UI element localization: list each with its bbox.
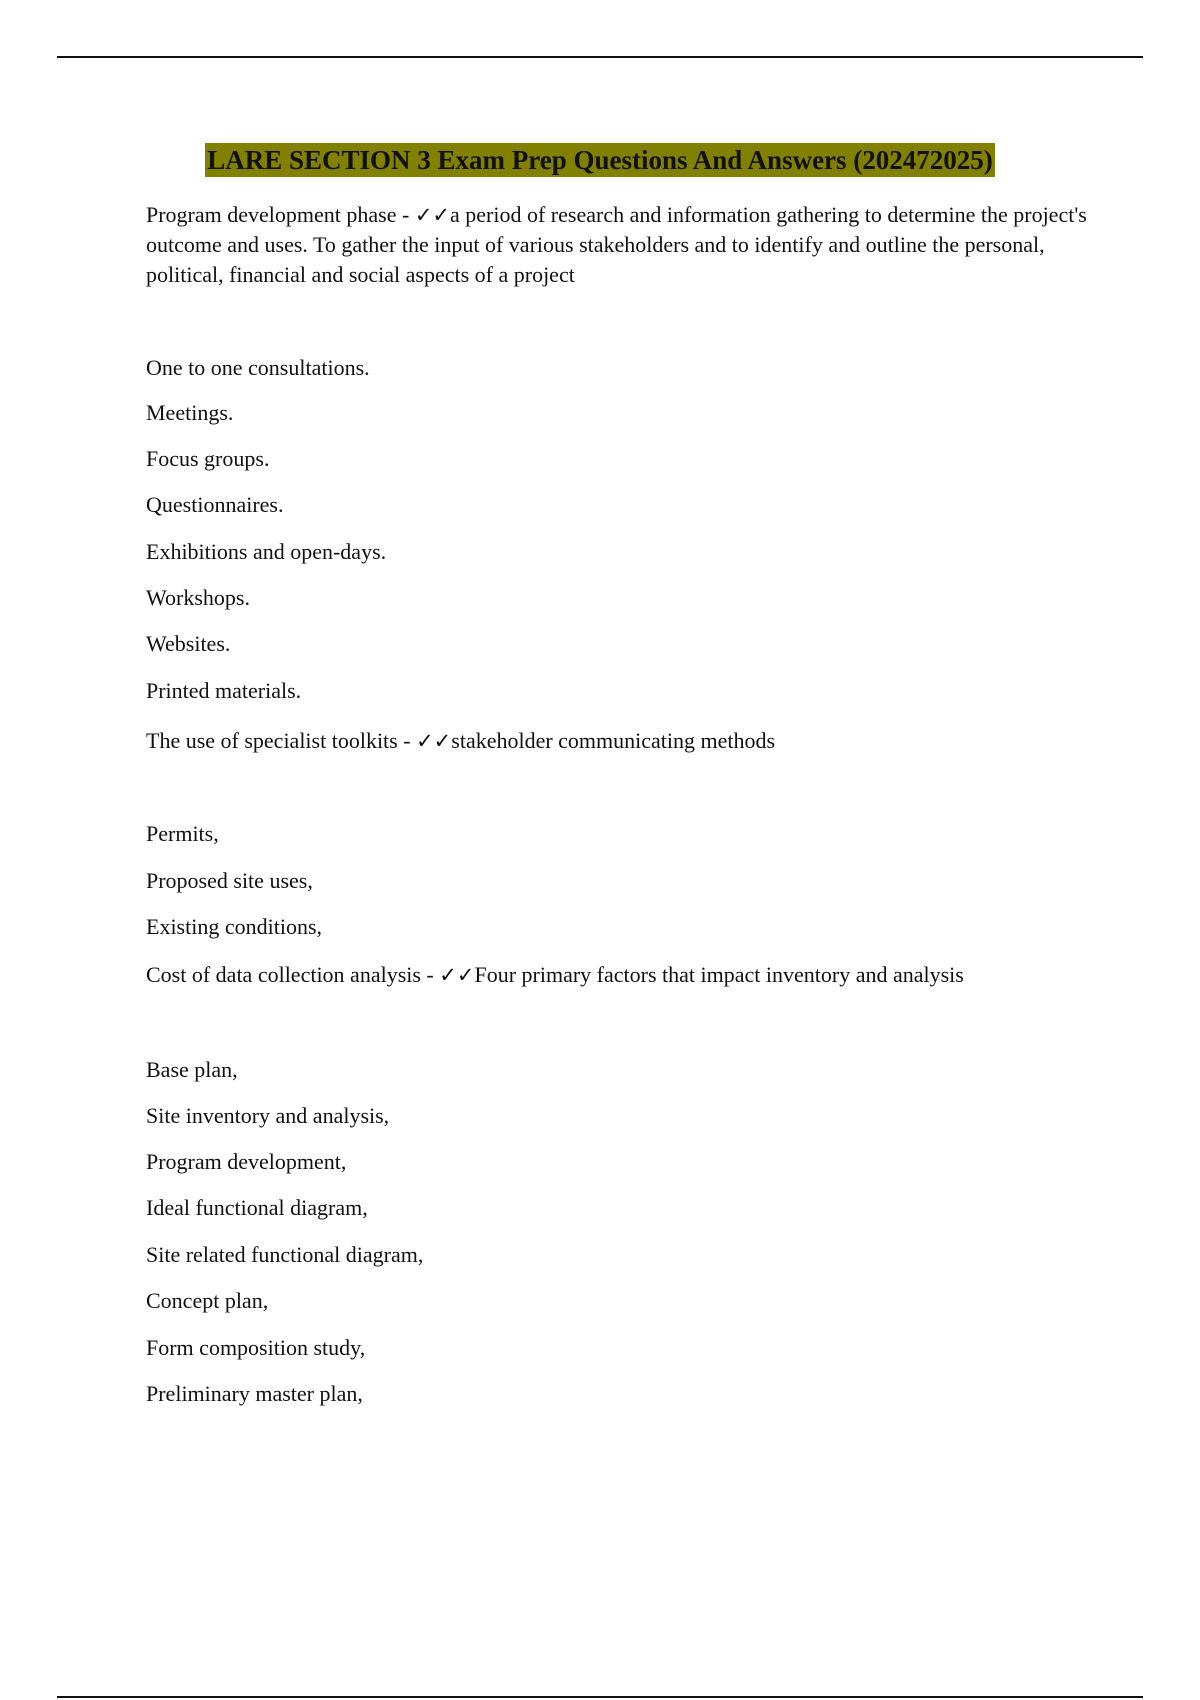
list-item: Ideal functional diagram, <box>146 1195 368 1220</box>
list-item: Websites. <box>146 631 231 656</box>
list-item: Permits, <box>146 821 219 846</box>
page-title: LARE SECTION 3 Exam Prep Questions And Answers (202472025) <box>207 145 993 175</box>
check-icon: ✓✓ <box>414 203 451 227</box>
list-item: One to one consultations. <box>146 355 370 380</box>
bottom-rule <box>57 1696 1143 1698</box>
answer-text: stakeholder communicating methods <box>451 728 776 753</box>
list-item: Meetings. <box>146 400 234 425</box>
list-item: Printed materials. <box>146 678 302 703</box>
list-item: Existing conditions, <box>146 914 322 939</box>
list-item: Exhibitions and open-days. <box>146 539 387 564</box>
list-item: Workshops. <box>146 585 250 610</box>
list-item: Questionnaires. <box>146 492 284 517</box>
qa-specialist-toolkits <box>146 726 1096 756</box>
title-container <box>0 143 1200 177</box>
list-item: Site related functional diagram, <box>146 1242 424 1267</box>
list-item: Site inventory and analysis, <box>146 1103 390 1128</box>
list-item: Concept plan, <box>146 1288 269 1313</box>
answer-text: a period of research and information gathering to determine the project's outcome and uses. To gather the input of various stakeholders and to identify and outline the personal, political, financial and social aspects of a project <box>146 202 1087 287</box>
question-text: The use of specialist toolkits - <box>146 728 417 753</box>
question-text: Cost of data collection analysis - <box>146 962 440 987</box>
question-text: Program development phase - <box>146 202 415 227</box>
check-icon: ✓✓ <box>416 729 452 753</box>
check-icon: ✓✓ <box>439 963 475 987</box>
qa-program-development <box>146 200 1096 290</box>
qa-data-collection <box>146 960 1096 990</box>
list-item: Program development, <box>146 1149 347 1174</box>
list-item: Focus groups. <box>146 446 270 471</box>
list-item: Form composition study, <box>146 1335 366 1360</box>
list-item: Base plan, <box>146 1057 238 1082</box>
top-rule <box>57 56 1143 58</box>
list-item: Proposed site uses, <box>146 868 313 893</box>
list-item: Preliminary master plan, <box>146 1381 363 1406</box>
answer-text: Four primary factors that impact inventory and analysis <box>474 962 964 987</box>
